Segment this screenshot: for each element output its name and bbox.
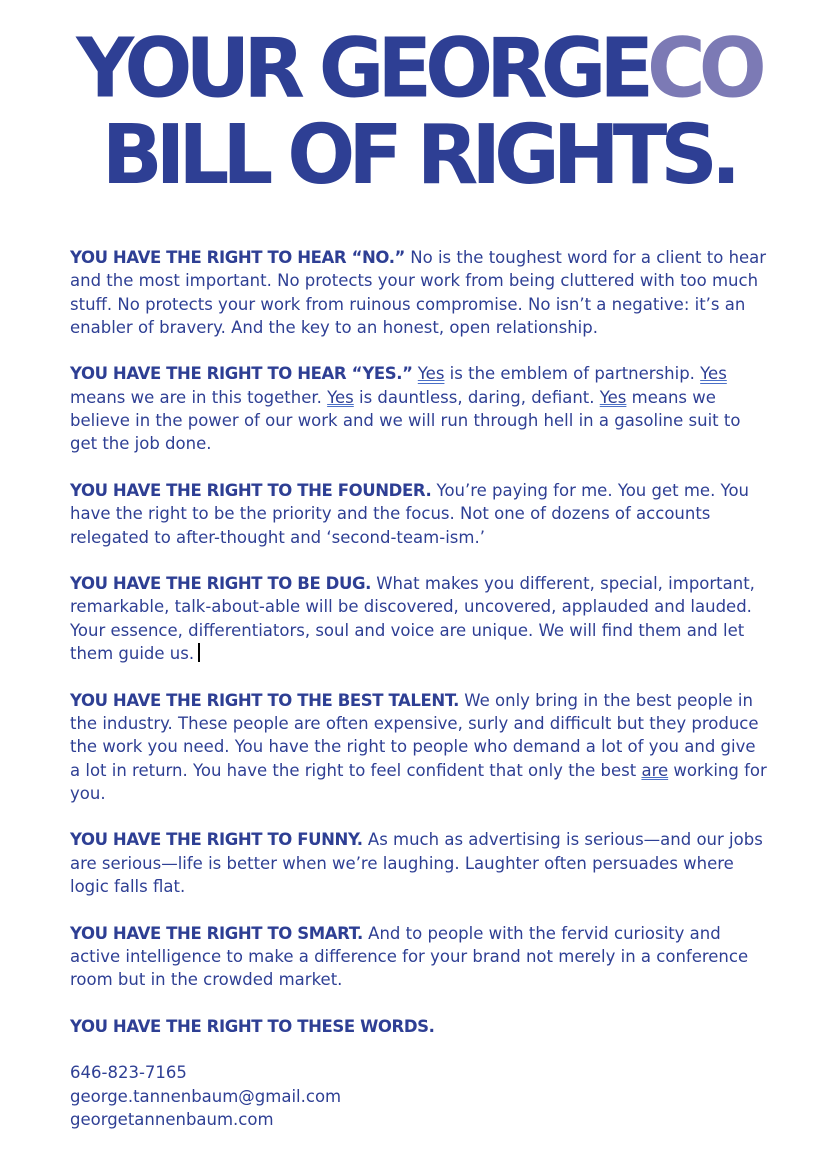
title-brand: YOUR GEORGE bbox=[76, 20, 647, 117]
contact-email[interactable]: george.tannenbaum@gmail.com bbox=[70, 1086, 342, 1106]
right-heading: YOU HAVE THE RIGHT TO THE BEST TALENT. bbox=[70, 690, 460, 710]
right-text: What makes you different, special, important, remarkable, talk-about-able will be discovered, uncovered, applauded and lauded. Your essence, differentiators, soul and voice are unique. We will find them and let them guide us. bbox=[70, 574, 755, 664]
right-text: And to people with the fervid curiosity and active intelligence to make a difference for your brand not merely in a conference room but in the crowded market. bbox=[70, 923, 749, 990]
right-heading: YOU HAVE THE RIGHT TO SMART. bbox=[70, 923, 363, 943]
spellcheck-word[interactable]: Yes bbox=[327, 387, 354, 407]
right-paragraph-no bbox=[70, 246, 770, 339]
text-cursor bbox=[198, 643, 200, 662]
title-brand-accent: CO bbox=[647, 20, 760, 117]
title-line-1 bbox=[0, 20, 836, 117]
right-heading: YOU HAVE THE RIGHT TO HEAR “YES.” bbox=[70, 364, 413, 384]
right-paragraph-funny bbox=[70, 828, 770, 898]
spellcheck-word[interactable]: Yes bbox=[700, 364, 727, 384]
right-paragraph-words bbox=[70, 1015, 770, 1038]
right-paragraph-founder bbox=[70, 479, 770, 549]
right-heading: YOU HAVE THE RIGHT TO THE FOUNDER. bbox=[70, 480, 432, 500]
right-heading: YOU HAVE THE RIGHT TO THESE WORDS. bbox=[70, 1016, 435, 1036]
page-title bbox=[0, 20, 836, 203]
right-heading: YOU HAVE THE RIGHT TO BE DUG. bbox=[70, 574, 371, 594]
spellcheck-word[interactable]: are bbox=[641, 760, 669, 780]
contact-phone: 646-823-7165 bbox=[70, 1063, 187, 1083]
right-heading: YOU HAVE THE RIGHT TO HEAR “NO.” bbox=[70, 248, 406, 267]
right-paragraph-yes bbox=[70, 362, 770, 455]
right-text: We only bring in the best people in the industry. These people are often expensive, surly and difficult but they produce the work you need. You have the right to people who demand a lot of you and give a lot in return. You have the right to feel confident that only the best bbox=[70, 690, 759, 780]
document-body[interactable] bbox=[70, 246, 770, 1131]
spellcheck-word[interactable]: Yes bbox=[417, 364, 445, 384]
contact-block bbox=[70, 1061, 770, 1131]
spellcheck-word[interactable]: Yes bbox=[599, 387, 627, 407]
right-text: No is the toughest word for a client to hear and the most important. No protects your work from being cluttered with too much stuff. No protects your work from ruinous compromise. No isn’t a negative: it’s an enabler of bravery. And the key to an honest, open relationship. bbox=[70, 248, 767, 337]
right-text: As much as advertising is serious—and our jobs are serious—life is better when we’re laughing. Laughter often persuades where logic falls flat. bbox=[70, 830, 763, 897]
right-paragraph-smart bbox=[70, 922, 770, 992]
right-text: You’re paying for me. You get me. You have the right to be the priority and the focus. Not one of dozens of accounts relegated to after-thought and ‘second-team-ism.’ bbox=[70, 480, 749, 547]
right-text: working for you. bbox=[70, 760, 767, 803]
right-heading: YOU HAVE THE RIGHT TO FUNNY. bbox=[70, 830, 363, 850]
contact-website[interactable]: georgetannenbaum.com bbox=[70, 1109, 274, 1129]
right-text: is dauntless, daring, defiant. bbox=[353, 387, 600, 407]
right-paragraph-dug bbox=[70, 572, 770, 665]
right-text: is the emblem of partnership. bbox=[444, 364, 701, 384]
right-paragraph-talent bbox=[70, 689, 770, 805]
title-line-2: BILL OF RIGHTS. bbox=[101, 106, 735, 203]
right-text: means we believe in the power of our work and we will run through hell in a gasoline suit to get the job done. bbox=[70, 387, 741, 454]
right-text: means we are in this together. bbox=[70, 387, 328, 407]
